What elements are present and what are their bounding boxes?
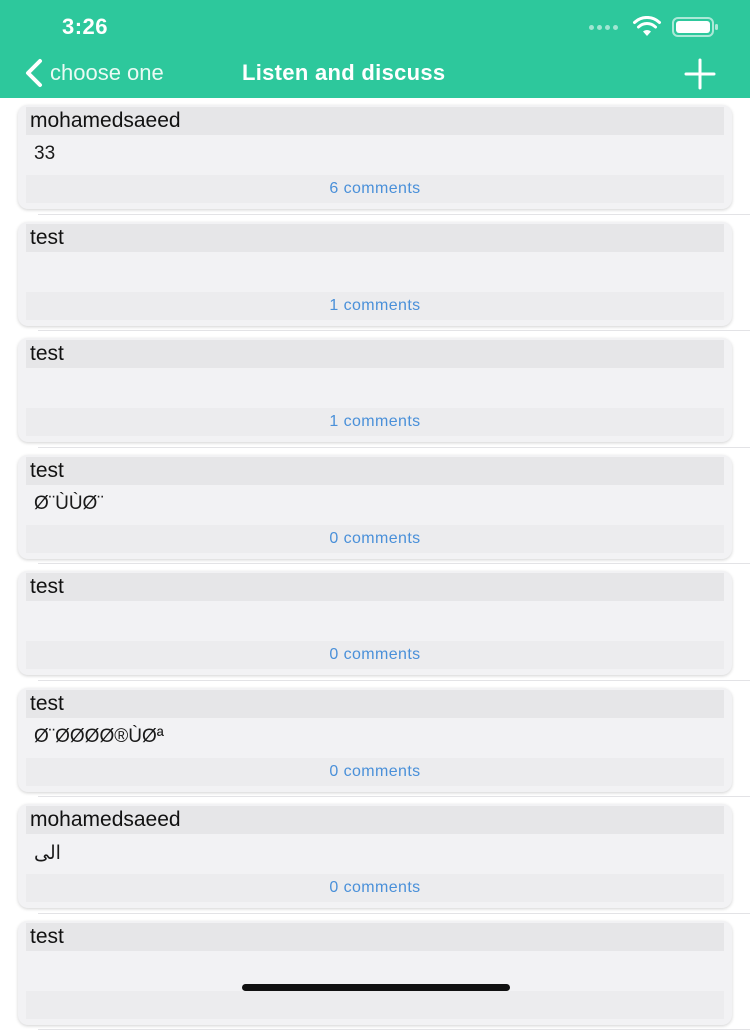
list-item[interactable] bbox=[0, 797, 750, 914]
comments-link[interactable]: 1 comments bbox=[18, 292, 732, 320]
list-item[interactable] bbox=[0, 331, 750, 448]
comments-link[interactable]: 0 comments bbox=[18, 525, 732, 553]
list-item[interactable] bbox=[0, 564, 750, 681]
list-item[interactable] bbox=[0, 914, 750, 1030]
comments-link[interactable]: 1 comments bbox=[18, 408, 732, 436]
post-author: test bbox=[26, 224, 724, 252]
chevron-left-icon bbox=[24, 58, 44, 88]
post-author: test bbox=[26, 573, 724, 601]
signal-icon bbox=[589, 25, 618, 30]
wifi-icon bbox=[632, 16, 662, 38]
page-title: Listen and discuss bbox=[242, 60, 445, 86]
list-item[interactable] bbox=[0, 98, 750, 215]
status-icons bbox=[589, 16, 720, 38]
battery-icon bbox=[672, 16, 720, 38]
post-card[interactable] bbox=[18, 688, 732, 792]
home-indicator[interactable] bbox=[242, 984, 510, 991]
list-item[interactable] bbox=[0, 215, 750, 332]
post-body: Ø¨ÙÙØ¨ bbox=[34, 493, 104, 515]
post-body: الى bbox=[34, 842, 61, 865]
post-body: 33 bbox=[34, 143, 55, 165]
comments-link[interactable]: 6 comments bbox=[18, 175, 732, 203]
post-card[interactable] bbox=[18, 105, 732, 209]
comments-link[interactable] bbox=[18, 991, 732, 1019]
list-item[interactable] bbox=[0, 681, 750, 798]
post-card[interactable] bbox=[18, 338, 732, 442]
post-card[interactable] bbox=[18, 921, 732, 1025]
posts-list[interactable] bbox=[0, 98, 750, 1030]
post-author: test bbox=[26, 340, 724, 368]
comments-link[interactable]: 0 comments bbox=[18, 874, 732, 902]
list-item[interactable] bbox=[0, 448, 750, 565]
add-post-button[interactable] bbox=[684, 58, 716, 90]
plus-icon bbox=[686, 60, 714, 88]
status-time: 3:26 bbox=[62, 14, 108, 40]
post-author: test bbox=[26, 923, 724, 951]
comments-link[interactable]: 0 comments bbox=[18, 641, 732, 669]
post-card[interactable] bbox=[18, 571, 732, 675]
post-body: Ø¨ØØØØ®ÙØª bbox=[34, 726, 164, 748]
post-author: test bbox=[26, 457, 724, 485]
back-button-label: choose one bbox=[50, 60, 164, 86]
post-author: test bbox=[26, 690, 724, 718]
back-button[interactable] bbox=[24, 58, 164, 88]
post-card[interactable] bbox=[18, 222, 732, 326]
nav-bar bbox=[0, 0, 750, 98]
post-author: mohamedsaeed bbox=[26, 806, 724, 834]
post-author: mohamedsaeed bbox=[26, 107, 724, 135]
post-card[interactable] bbox=[18, 804, 732, 908]
comments-link[interactable]: 0 comments bbox=[18, 758, 732, 786]
post-card[interactable] bbox=[18, 455, 732, 559]
